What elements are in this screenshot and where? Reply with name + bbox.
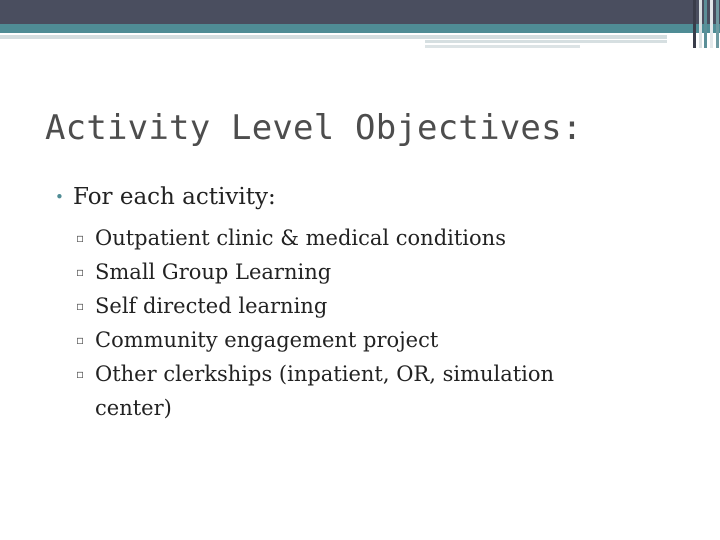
list-item: [76, 255, 636, 289]
slide-title: Activity Level Objectives:: [45, 108, 583, 148]
header-bar-dark: [0, 0, 720, 24]
header-bar-teal: [0, 24, 720, 33]
list-item-text: Outpatient clinic & medical conditions: [95, 226, 506, 250]
list-item: [76, 289, 636, 323]
square-bullet-icon: ▫: [76, 231, 85, 245]
main-bullet-text: For each activity:: [73, 184, 276, 210]
activity-list: [76, 221, 636, 425]
square-bullet-icon: ▫: [76, 299, 85, 313]
square-bullet-icon: ▫: [76, 265, 85, 279]
list-item: [76, 323, 636, 357]
header-accent-line: [425, 45, 580, 48]
header-edge-stripes: [693, 0, 720, 48]
bullet-icon: •: [55, 188, 64, 206]
list-item-text: Other clerkships (inpatient, OR, simulation center): [95, 362, 555, 420]
list-item-text: Small Group Learning: [95, 260, 332, 284]
square-bullet-icon: ▫: [76, 367, 85, 381]
square-bullet-icon: ▫: [76, 333, 85, 347]
list-item: [76, 357, 636, 425]
list-item-text: Community engagement project: [95, 328, 439, 352]
list-item: [76, 221, 636, 255]
header-accent-line: [0, 35, 667, 39]
header-accent-line: [425, 40, 667, 43]
list-item-text: Self directed learning: [95, 294, 328, 318]
